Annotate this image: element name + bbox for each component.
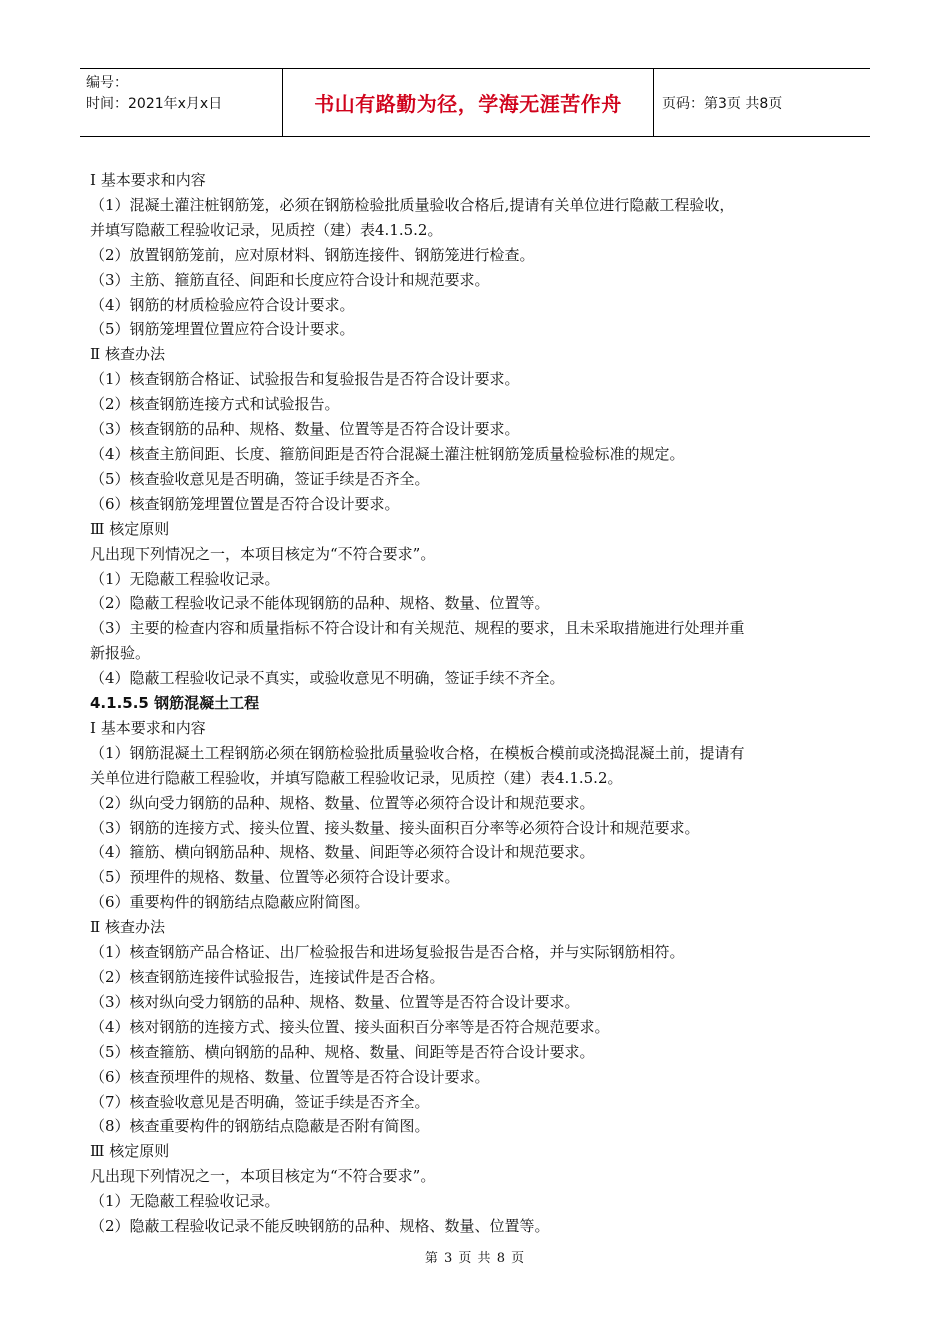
paragraph-line: 凡出现下列情况之一，本项目核定为“不符合要求”。 [90, 1167, 436, 1186]
paragraph-line: 凡出现下列情况之一，本项目核定为“不符合要求”。 [90, 544, 436, 563]
header-motto: 书山有路勤为径，学海无涯苦作舟 [283, 69, 654, 136]
section-heading: Ⅲ 核定原则 [90, 1142, 170, 1161]
paragraph-line: （7）核查验收意见是否明确，签证手续是否齐全。 [90, 1092, 430, 1111]
section-heading: Ⅰ 基本要求和内容 [90, 718, 206, 737]
paragraph-line: （4）隐蔽工程验收记录不真实，或验收意见不明确，签证手续不齐全。 [90, 669, 565, 688]
document-body [90, 168, 875, 1239]
section-heading: Ⅲ 核定原则 [90, 519, 170, 538]
paragraph-line: （5）核查验收意见是否明确，签证手续是否齐全。 [90, 469, 430, 488]
header-page-number: 页码：第3页 共8页 [662, 95, 783, 112]
paragraph-line: （2）核查钢筋连接件试验报告，连接试件是否合格。 [90, 968, 445, 986]
document-time-label: 时间：2021年x月x日 [86, 96, 223, 112]
paragraph-line: （3）核对纵向受力钢筋的品种、规格、数量、位置等是否符合设计要求。 [90, 992, 580, 1011]
page-header [80, 68, 870, 137]
paragraph-line: （8）核查重要构件的钢筋结点隐蔽是否附有简图。 [90, 1117, 430, 1136]
paragraph-line: （5）钢筋笼埋置位置应符合设计要求。 [90, 320, 355, 339]
paragraph-line: （2）放置钢筋笼前，应对原材料、钢筋连接件、钢筋笼进行检查。 [90, 245, 535, 264]
page-footer: 第 3 页 共 8 页 [424, 1251, 526, 1266]
document-code-label: 编号： [86, 75, 128, 91]
paragraph-line: （3）主要的检查内容和质量指标不符合设计和有关规范、规程的要求，且未采取措施进行处理并重 [90, 619, 745, 638]
paragraph-line: 新报验。 [90, 644, 151, 663]
header-info-cell [80, 69, 283, 136]
paragraph-line: （4）核对钢筋的连接方式、接头位置、接头面积百分率等是否符合规范要求。 [90, 1017, 610, 1036]
paragraph-line: （2）隐蔽工程验收记录不能体现钢筋的品种、规格、数量、位置等。 [90, 594, 550, 613]
paragraph-line: 并填写隐蔽工程验收记录，见质控（建）表4.1.5.2。 [90, 220, 443, 239]
paragraph-line: （5）预埋件的规格、数量、位置等必须符合设计要求。 [90, 868, 460, 887]
paragraph-line: （2）隐蔽工程验收记录不能反映钢筋的品种、规格、数量、位置等。 [90, 1217, 550, 1236]
paragraph-line: （3）核查钢筋的品种、规格、数量、位置等是否符合设计要求。 [90, 420, 520, 439]
section-heading: Ⅱ 核查办法 [90, 918, 165, 937]
paragraph-line: （1）无隐蔽工程验收记录。 [90, 569, 280, 588]
paragraph-line: （1）钢筋混凝土工程钢筋必须在钢筋检验批质量验收合格，在模板合模前或浇捣混凝土前，提请有 [90, 743, 745, 762]
paragraph-line: （1）混凝土灌注桩钢筋笼，必须在钢筋检验批质量验收合格后,提请有关单位进行隐蔽工程验收， [90, 195, 735, 214]
paragraph-line: （4）钢筋的材质检验应符合设计要求。 [90, 295, 355, 314]
paragraph-line: （4）核查主筋间距、长度、箍筋间距是否符合混凝土灌注桩钢筋笼质量检验标准的规定。 [90, 444, 685, 463]
paragraph-line: （1）核查钢筋合格证、试验报告和复验报告是否符合设计要求。 [90, 370, 520, 389]
paragraph-line: （6）核查钢筋笼埋置位置是否符合设计要求。 [90, 494, 400, 513]
paragraph-line: （2）核查钢筋连接方式和试验报告。 [90, 395, 340, 414]
paragraph-line: （3）主筋、箍筋直径、间距和长度应符合设计和规范要求。 [90, 270, 490, 289]
paragraph-line: （2）纵向受力钢筋的品种、规格、数量、位置等必须符合设计和规范要求。 [90, 793, 595, 812]
paragraph-line: （1）无隐蔽工程验收记录。 [90, 1192, 280, 1211]
chapter-heading: 4.1.5.5 钢筋混凝土工程 [90, 694, 260, 713]
section-heading: Ⅱ 核查办法 [90, 345, 165, 364]
paragraph-line: （6）核查预埋件的规格、数量、位置等是否符合设计要求。 [90, 1067, 490, 1086]
paragraph-line: （6）重要构件的钢筋结点隐蔽应附简图。 [90, 893, 370, 912]
section-heading: Ⅰ 基本要求和内容 [90, 171, 206, 189]
paragraph-line: （1）核查钢筋产品合格证、出厂检验报告和进场复验报告是否合格，并与实际钢筋相符。 [90, 943, 685, 962]
paragraph-line: （3）钢筋的连接方式、接头位置、接头数量、接头面积百分率等必须符合设计和规范要求。 [90, 818, 700, 837]
paragraph-line: （4）箍筋、横向钢筋品种、规格、数量、间距等必须符合设计和规范要求。 [90, 843, 595, 862]
paragraph-line: （5）核查箍筋、横向钢筋的品种、规格、数量、间距等是否符合设计要求。 [90, 1042, 595, 1061]
paragraph-line: 关单位进行隐蔽工程验收，并填写隐蔽工程验收记录，见质控（建）表4.1.5.2。 [90, 768, 623, 787]
